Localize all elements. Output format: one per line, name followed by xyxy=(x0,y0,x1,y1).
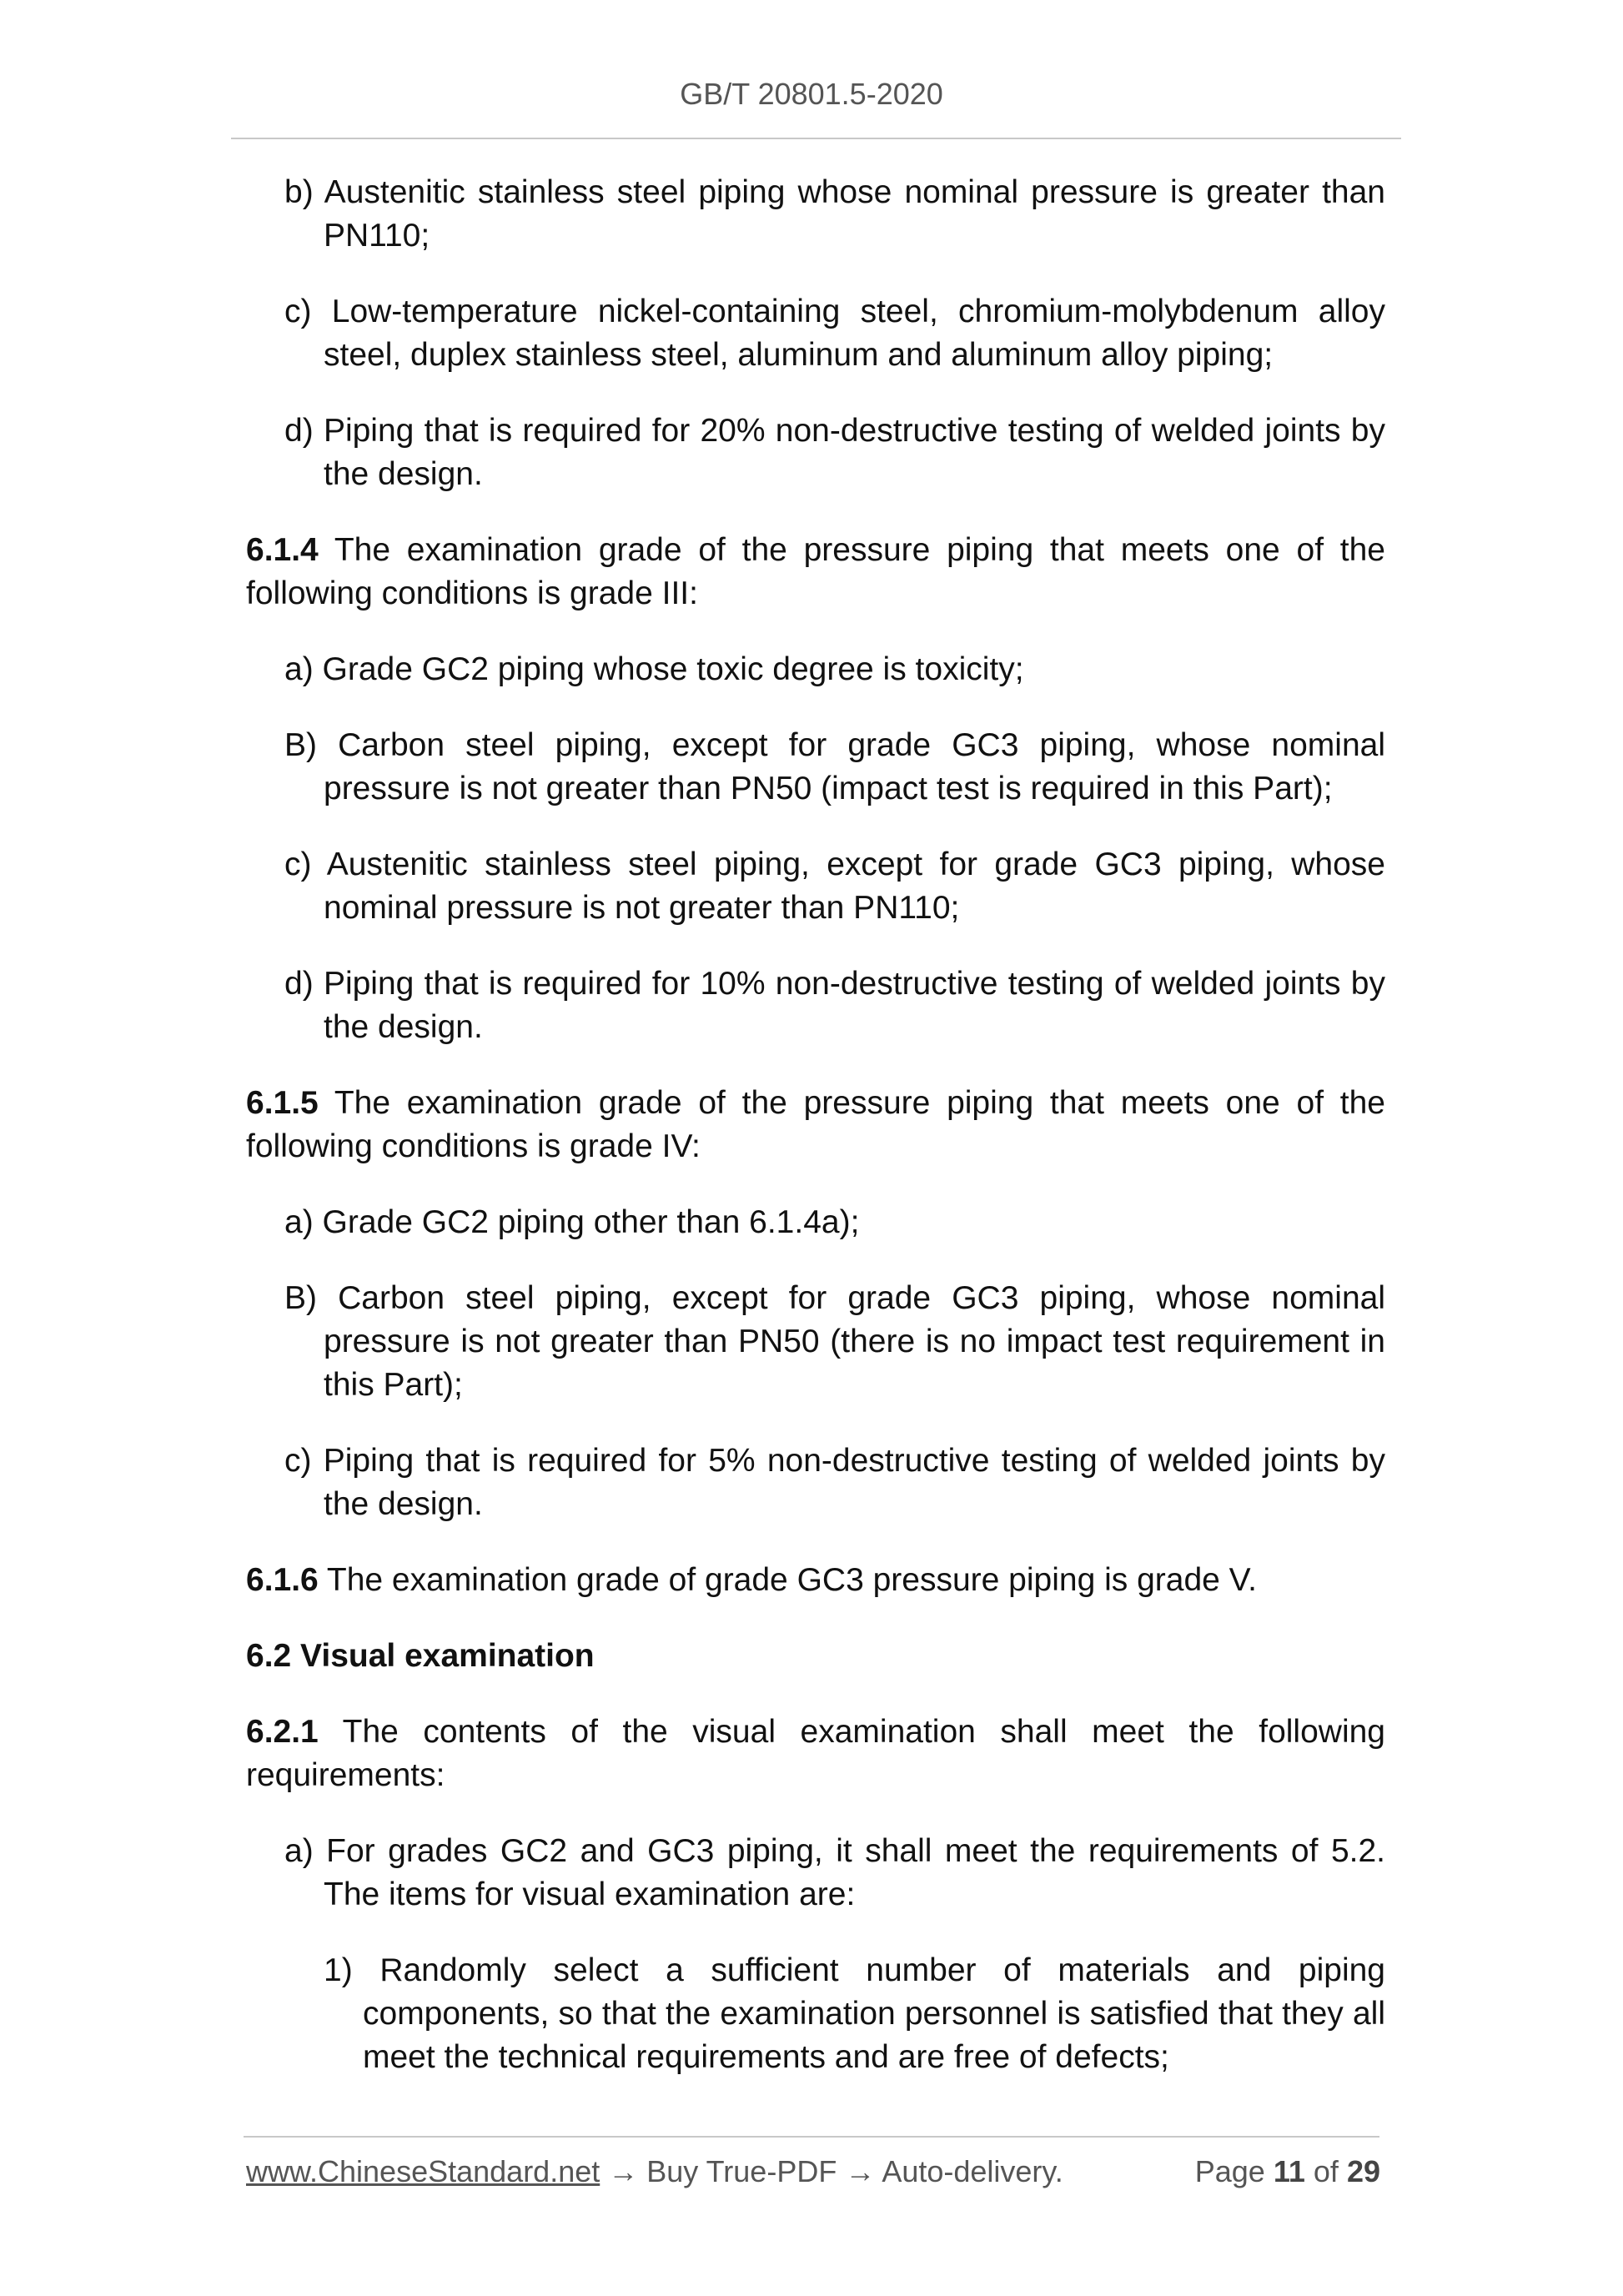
total-pages: 29 xyxy=(1346,2154,1380,2188)
section-heading-6-2: 6.2 Visual examination xyxy=(246,1638,595,1674)
document-code-header: GB/T 20801.5-2020 xyxy=(680,77,943,111)
footer-promo xyxy=(246,2154,1063,2189)
list-item: a) For grades GC2 and GC3 piping, it shall meet the requirements of 5.2. The items for visual examination are: xyxy=(284,1833,1385,1912)
page-indicator xyxy=(1195,2154,1380,2189)
header-divider xyxy=(231,138,1401,139)
page-label: Page xyxy=(1194,2154,1265,2188)
list-item: a) Grade GC2 piping whose toxic degree is toxicity; xyxy=(284,651,1024,687)
current-page: 11 xyxy=(1273,2154,1305,2188)
clause-text: The examination grade of grade GC3 pressure piping is grade V. xyxy=(326,1562,1257,1598)
list-item: c) Low-temperature nickel-containing steel, chromium-molybdenum alloy steel, duplex stainless steel, aluminum and aluminum alloy piping; xyxy=(284,294,1385,373)
clause-text: The contents of the visual examination shall meet the following requirements: xyxy=(246,1714,1385,1793)
list-item: c) Piping that is required for 5% non-destructive testing of welded joints by the design. xyxy=(284,1443,1385,1522)
clause-6-2-1 xyxy=(246,1711,1385,1797)
document-body xyxy=(246,171,1385,2112)
list-item: d) Piping that is required for 20% non-destructive testing of welded joints by the design. xyxy=(284,413,1385,492)
clause-text: The examination grade of the pressure piping that meets one of the following conditions is grade IV: xyxy=(246,1085,1385,1164)
list-item: d) Piping that is required for 10% non-destructive testing of welded joints by the design. xyxy=(284,966,1385,1045)
site-link[interactable]: www.ChineseStandard.net xyxy=(246,2154,600,2188)
clause-6-1-5 xyxy=(246,1082,1385,1168)
sub-list-item: 1) Randomly select a sufficient number of materials and piping components, so that the examination personnel is satisfied that they all meet the technical requirements and are free of defects; xyxy=(324,1952,1385,2075)
clause-number: 6.2.1 xyxy=(246,1714,319,1750)
footer-tagline: → Buy True-PDF → Auto-delivery. xyxy=(600,2154,1063,2188)
clause-6-1-6 xyxy=(246,1559,1385,1602)
of-label: of xyxy=(1313,2154,1339,2188)
list-item: a) Grade GC2 piping other than 6.1.4a); xyxy=(284,1204,860,1240)
list-item: B) Carbon steel piping, except for grade GC3 piping, whose nominal pressure is not greater than PN50 (there is no impact test requirement in this Part); xyxy=(284,1280,1385,1403)
footer-divider xyxy=(244,2136,1379,2138)
clause-text: The examination grade of the pressure piping that meets one of the following conditions is grade III: xyxy=(246,532,1385,611)
clause-number: 6.1.5 xyxy=(246,1085,319,1121)
clause-6-1-4 xyxy=(246,529,1385,615)
clause-number: 6.1.4 xyxy=(246,532,319,568)
list-item: c) Austenitic stainless steel piping, except for grade GC3 piping, whose nominal pressure is not greater than PN110; xyxy=(284,847,1385,926)
clause-number: 6.1.6 xyxy=(246,1562,319,1598)
list-item: B) Carbon steel piping, except for grade GC3 piping, whose nominal pressure is not greater than PN50 (impact test is required in this Part); xyxy=(284,727,1385,806)
list-item: b) Austenitic stainless steel piping whose nominal pressure is greater than PN110; xyxy=(284,174,1385,254)
